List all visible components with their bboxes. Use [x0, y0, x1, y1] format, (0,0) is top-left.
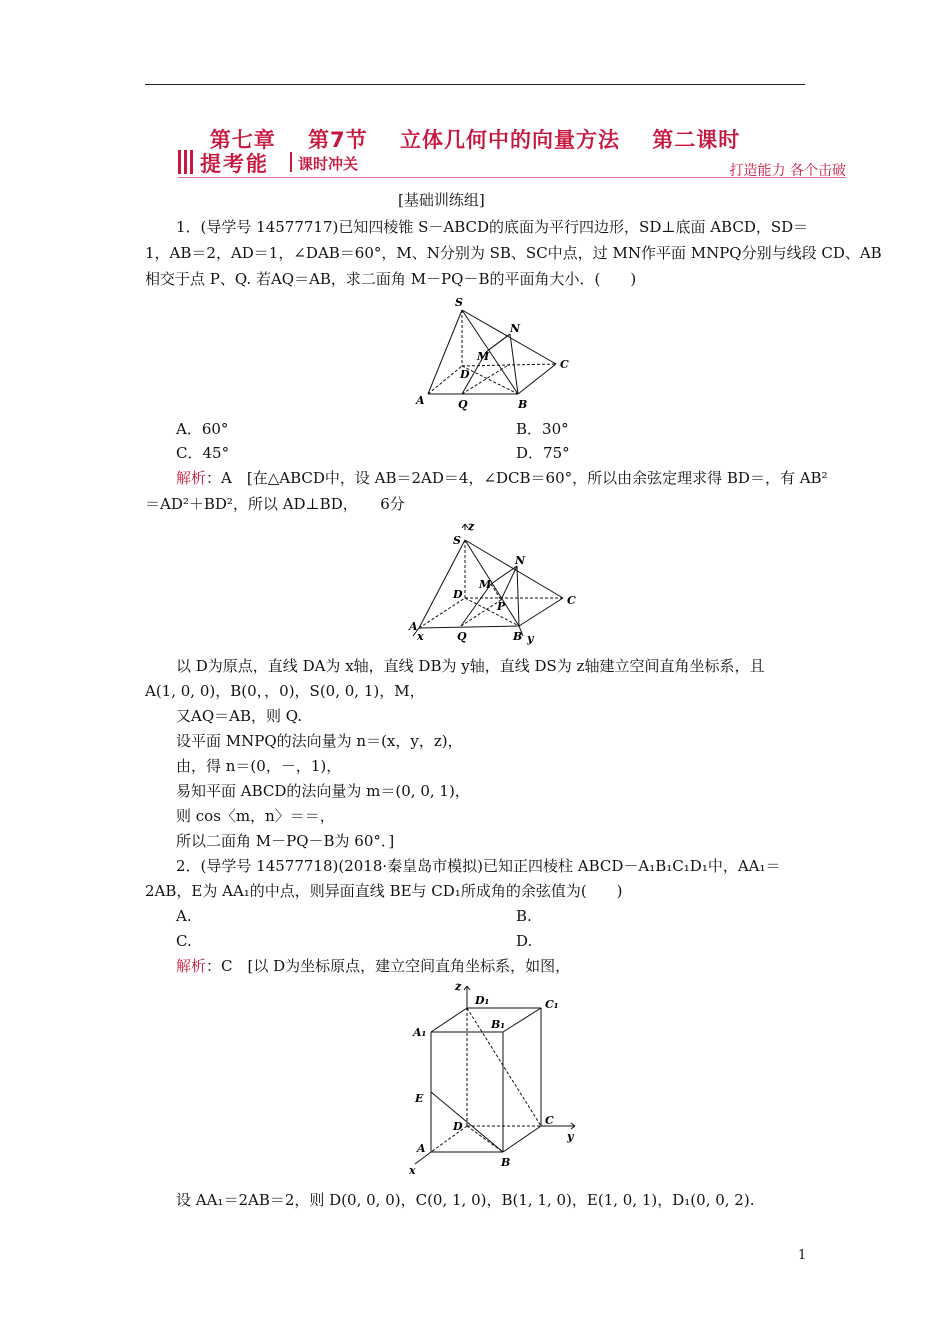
topic-label: 立体几何中的向量方法	[399, 128, 620, 152]
banner-bar	[190, 150, 193, 174]
fig1-label-Q: Q	[458, 398, 468, 411]
fig1-label-M: M	[477, 350, 490, 363]
sol2-line1-text: ：C [以 D为坐标原点，建立空间直角坐标系，如图，	[206, 957, 571, 975]
fig2-label-A: A	[409, 620, 418, 633]
banner-separator	[290, 152, 292, 172]
fig2-label-D: D	[453, 588, 463, 601]
chapter-label: 第七章	[209, 128, 276, 152]
q2-option-d: D.	[516, 932, 533, 950]
top-rule	[145, 84, 805, 85]
fig2-label-S: S	[453, 534, 461, 547]
fig2-label-B: B	[513, 630, 523, 643]
group-label: [基础训练组]	[398, 191, 485, 209]
sol1-line3: 以 D为原点，直线 DA为 x轴，直线 DB为 y轴，直线 DS为 z轴建立空间直角坐标系，且	[176, 657, 765, 675]
fig2-label-C: C	[567, 594, 576, 607]
fig3-label-B: B	[501, 1156, 511, 1169]
sol1-line5: 又AQ＝AB，则 Q.	[176, 707, 303, 725]
fig1-label-D: D	[460, 368, 470, 381]
q2-option-b: B.	[516, 907, 532, 925]
fig3-label-D: D	[453, 1120, 463, 1133]
section-banner	[178, 150, 846, 178]
q1-option-b: B．30°	[516, 420, 569, 438]
fig1-label-A: A	[416, 394, 425, 407]
sol1-line6: 设平面 MNPQ的法向量为 n＝(x，y，z)，	[176, 732, 463, 750]
fig3-label-B1: B₁	[491, 1018, 506, 1031]
q2-option-a: A.	[176, 907, 192, 925]
q1-line1: 1．(导学号 14577717)已知四棱锥 S－ABCD的底面为平行四边形，SD⊥底面 ABCD，SD＝	[176, 218, 809, 236]
sol1-line9: 则 cos〈m，n〉＝＝，	[176, 807, 335, 825]
fig3-label-z: z	[455, 980, 462, 993]
sol1-line4: A(1, 0, 0)，B(0，，0)，S(0, 0, 1)，M，	[145, 682, 425, 700]
fig3-label-E: E	[415, 1092, 424, 1105]
fig3-label-x: x	[409, 1164, 416, 1177]
banner-bar	[184, 150, 187, 174]
fig2-label-N: N	[515, 554, 526, 567]
section-label: 第7节	[308, 128, 368, 152]
q1-option-d: D．75°	[516, 444, 570, 462]
q2-option-c: C.	[176, 932, 192, 950]
fig3-label-C1: C₁	[545, 998, 559, 1011]
sol1-line2: ＝AD²＋BD²，所以 AD⊥BD， 6分	[145, 495, 405, 513]
fig3-label-y: y	[567, 1130, 574, 1143]
fig3-label-C: C	[545, 1114, 554, 1127]
lesson-label: 第二课时	[652, 128, 741, 152]
q2-line2: 2AB，E为 AA₁的中点，则异面直线 BE与 CD₁所成角的余弦值为( )	[145, 882, 623, 900]
page-number: 1	[798, 1248, 807, 1263]
q2-line1: 2．(导学号 14577718)(2018·秦皇岛市模拟)已知正四棱柱 ABCD－A₁B₁C₁D₁中，AA₁＝	[176, 857, 781, 875]
q1-option-a: A．60°	[176, 420, 229, 438]
sol2-label: 解析	[176, 957, 207, 975]
fig3-label-D1: D₁	[475, 994, 490, 1007]
q1-line3: 相交于点 P、Q. 若AQ＝AB，求二面角 M－PQ－B的平面角大小．( )	[145, 270, 637, 288]
sol1-line1	[176, 468, 828, 488]
sol2-line1	[176, 956, 570, 976]
sol1-line10: 所以二面角 M－PQ－B为 60°．]	[176, 832, 395, 850]
fig2-label-z: z	[468, 520, 475, 533]
q1-line2: 1，AB＝2，AD＝1，∠DAB＝60°，M、N分别为 SB、SC中点，过 MN作平面 MNPQ分别与线段 CD、AB	[145, 244, 882, 262]
fig2-label-M: M	[479, 578, 492, 591]
fig2-label-Q: Q	[457, 630, 467, 643]
sol1-label: 解析	[176, 469, 207, 487]
fig2-label-y: y	[527, 632, 534, 645]
fig1-label-C: C	[560, 358, 569, 371]
figure-pyramid-1	[410, 292, 580, 414]
figure-pyramid-2	[405, 520, 585, 646]
fig1-label-S: S	[455, 296, 463, 309]
fig2-label-P: P	[497, 600, 506, 613]
sol1-line1-text: ：A [在△ABCD中，设 AB＝2AD＝4，∠DCB＝60°，所以由余弦定理求得 BD＝，有 AB²	[206, 469, 828, 487]
fig3-label-A1: A₁	[413, 1026, 427, 1039]
fig3-label-A: A	[417, 1142, 426, 1155]
fig2-label-x: x	[417, 630, 424, 643]
q1-option-c: C．45°	[176, 444, 230, 462]
banner-sub: 课时冲关	[298, 155, 359, 173]
fig1-label-N: N	[510, 322, 521, 335]
sol1-line7: 由，得 n＝(0，－，1)，	[176, 757, 342, 775]
sol2-line2: 设 AA₁＝2AB＝2，则 D(0, 0, 0)，C(0, 1, 0)，B(1, 1, 0)，E(1, 0, 1)，D₁(0, 0, 2).	[176, 1191, 755, 1209]
figure-prism	[405, 980, 585, 1180]
banner-slogan: 打造能力 各个击破	[729, 163, 846, 179]
fig1-label-B: B	[518, 398, 528, 411]
banner-bar	[178, 150, 181, 174]
banner-main: 提考能	[200, 152, 269, 176]
sol1-line8: 易知平面 ABCD的法向量为 m＝(0, 0, 1)，	[176, 782, 470, 800]
